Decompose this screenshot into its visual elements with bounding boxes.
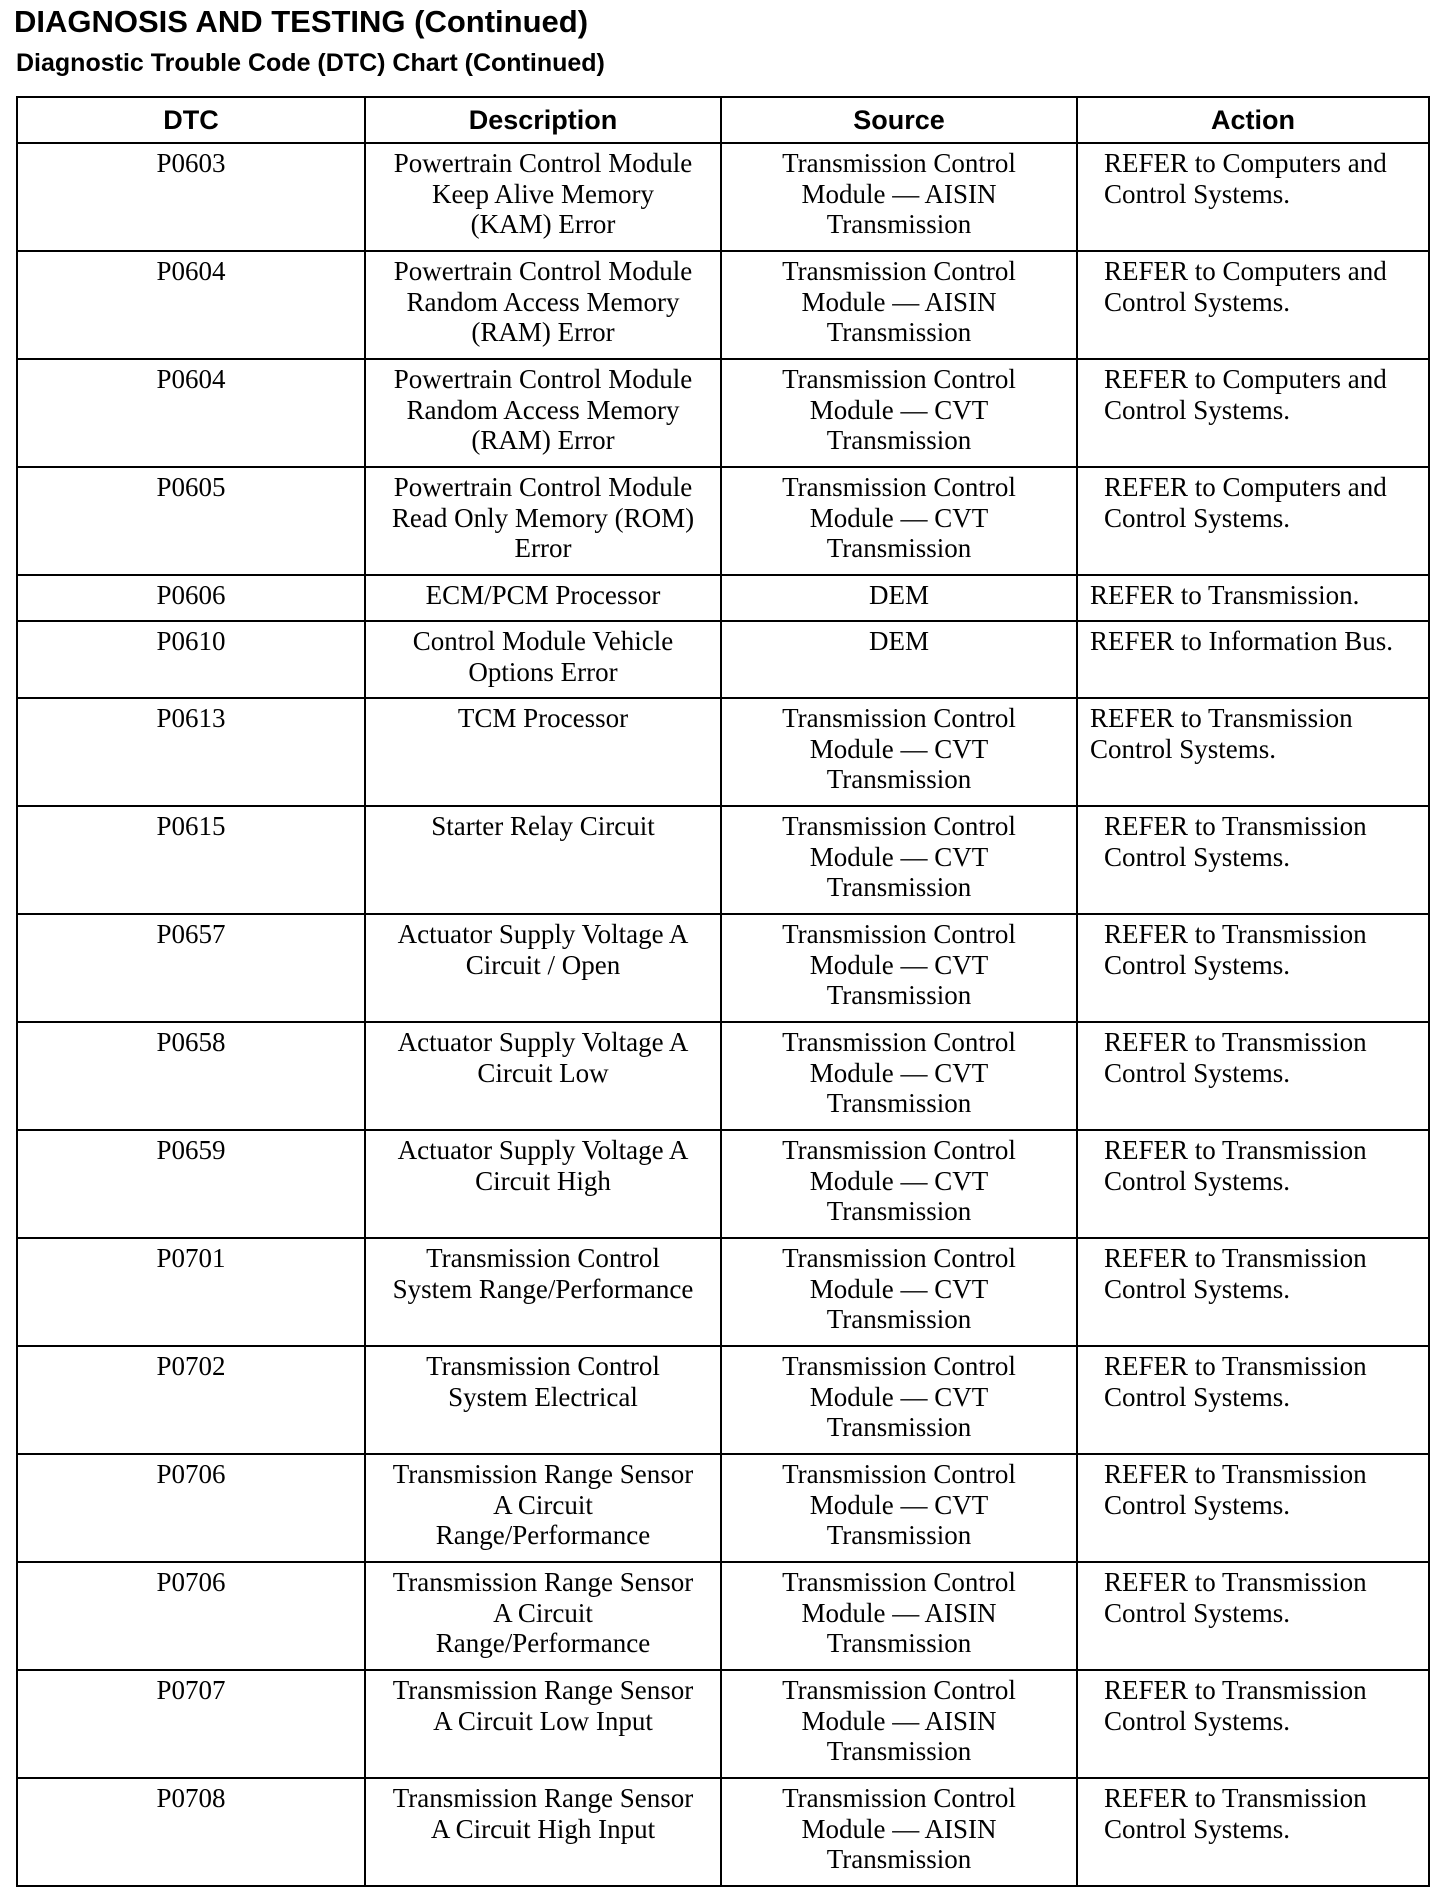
description-text: Actuator Supply Voltage A Circuit High bbox=[397, 1135, 689, 1196]
action-text: REFER to Computers and Control Systems. bbox=[1104, 472, 1387, 533]
table-row bbox=[17, 806, 1429, 914]
source-text: Transmission Control Module — AISIN Transmission bbox=[782, 148, 1016, 239]
source-cell bbox=[721, 1130, 1077, 1238]
description-text: Powertrain Control Module Random Access Memory (RAM) Error bbox=[393, 364, 693, 455]
source-cell bbox=[721, 698, 1077, 806]
source-cell bbox=[721, 806, 1077, 914]
source-cell bbox=[721, 359, 1077, 467]
action-cell bbox=[1077, 575, 1429, 621]
description-cell bbox=[365, 806, 721, 914]
action-text: REFER to Transmission Control Systems. bbox=[1104, 811, 1367, 872]
dtc-code-cell: P0606 bbox=[17, 575, 365, 621]
action-cell bbox=[1077, 251, 1429, 359]
description-text: Transmission Control System Electrical bbox=[426, 1351, 660, 1412]
action-cell bbox=[1077, 359, 1429, 467]
description-cell bbox=[365, 359, 721, 467]
table-row bbox=[17, 359, 1429, 467]
dtc-code-cell: P0613 bbox=[17, 698, 365, 806]
action-text: REFER to Transmission Control Systems. bbox=[1104, 1675, 1367, 1736]
action-cell bbox=[1077, 1130, 1429, 1238]
source-cell bbox=[721, 914, 1077, 1022]
description-text: Powertrain Control Module Random Access Memory (RAM) Error bbox=[393, 256, 693, 347]
description-text: Transmission Range Sensor A Circuit Range/Performance bbox=[392, 1567, 694, 1658]
table-row bbox=[17, 1778, 1429, 1886]
action-text: REFER to Transmission Control Systems. bbox=[1104, 1351, 1367, 1412]
column-header-action: Action bbox=[1077, 97, 1429, 143]
description-cell bbox=[365, 1346, 721, 1454]
action-cell bbox=[1077, 698, 1429, 806]
table-row bbox=[17, 143, 1429, 251]
description-text: Powertrain Control Module Keep Alive Memory (KAM) Error bbox=[393, 148, 693, 239]
action-cell bbox=[1077, 1238, 1429, 1346]
dtc-code-cell: P0603 bbox=[17, 143, 365, 251]
table-row bbox=[17, 1130, 1429, 1238]
dtc-code-cell: P0706 bbox=[17, 1454, 365, 1562]
dtc-code-cell: P0604 bbox=[17, 251, 365, 359]
action-cell bbox=[1077, 1454, 1429, 1562]
description-cell bbox=[365, 1670, 721, 1778]
description-text: ECM/PCM Processor bbox=[425, 580, 661, 610]
source-text: Transmission Control Module — CVT Transmission bbox=[782, 364, 1016, 455]
table-row bbox=[17, 1454, 1429, 1562]
dtc-code-cell: P0702 bbox=[17, 1346, 365, 1454]
dtc-code-cell: P0615 bbox=[17, 806, 365, 914]
description-text: TCM Processor bbox=[457, 703, 629, 733]
source-text: Transmission Control Module — CVT Transmission bbox=[782, 472, 1016, 563]
source-text: Transmission Control Module — CVT Transmission bbox=[782, 919, 1016, 1010]
action-text: REFER to Transmission Control Systems. bbox=[1104, 1243, 1367, 1304]
column-header-source: Source bbox=[721, 97, 1077, 143]
action-text: REFER to Transmission Control Systems. bbox=[1090, 703, 1353, 764]
description-text: Transmission Range Sensor A Circuit Range/Performance bbox=[392, 1459, 694, 1550]
action-cell bbox=[1077, 914, 1429, 1022]
dtc-code-cell: P0605 bbox=[17, 467, 365, 575]
table-row bbox=[17, 1022, 1429, 1130]
action-text: REFER to Transmission Control Systems. bbox=[1104, 919, 1367, 980]
action-cell bbox=[1077, 1022, 1429, 1130]
action-cell bbox=[1077, 621, 1429, 698]
table-row bbox=[17, 1238, 1429, 1346]
source-text: Transmission Control Module — CVT Transmission bbox=[782, 1027, 1016, 1118]
action-text: REFER to Transmission Control Systems. bbox=[1104, 1135, 1367, 1196]
source-cell bbox=[721, 1670, 1077, 1778]
description-text: Transmission Range Sensor A Circuit Low Input bbox=[392, 1675, 694, 1736]
description-cell bbox=[365, 467, 721, 575]
description-text: Starter Relay Circuit bbox=[431, 811, 655, 841]
source-text: Transmission Control Module — CVT Transmission bbox=[782, 811, 1016, 902]
description-cell bbox=[365, 1130, 721, 1238]
source-text: Transmission Control Module — AISIN Transmission bbox=[782, 1675, 1016, 1766]
dtc-code-cell: P0604 bbox=[17, 359, 365, 467]
dtc-code-cell: P0701 bbox=[17, 1238, 365, 1346]
table-row bbox=[17, 1670, 1429, 1778]
action-text: REFER to Information Bus. bbox=[1090, 626, 1393, 656]
source-cell bbox=[721, 1562, 1077, 1670]
action-cell bbox=[1077, 143, 1429, 251]
table-row bbox=[17, 914, 1429, 1022]
table-row bbox=[17, 467, 1429, 575]
table-row bbox=[17, 698, 1429, 806]
source-cell bbox=[721, 467, 1077, 575]
source-text: Transmission Control Module — AISIN Transmission bbox=[782, 256, 1016, 347]
table-row bbox=[17, 575, 1429, 621]
action-text: REFER to Transmission Control Systems. bbox=[1104, 1459, 1367, 1520]
table-header-row bbox=[17, 97, 1429, 143]
action-text: REFER to Transmission. bbox=[1090, 580, 1360, 610]
action-cell bbox=[1077, 1778, 1429, 1886]
source-text: Transmission Control Module — AISIN Transmission bbox=[782, 1567, 1016, 1658]
source-text: DEM bbox=[869, 626, 929, 656]
action-text: REFER to Transmission Control Systems. bbox=[1104, 1027, 1367, 1088]
action-cell bbox=[1077, 1670, 1429, 1778]
dtc-code-cell: P0658 bbox=[17, 1022, 365, 1130]
dtc-code-cell: P0610 bbox=[17, 621, 365, 698]
dtc-code-cell: P0706 bbox=[17, 1562, 365, 1670]
action-cell bbox=[1077, 806, 1429, 914]
description-cell bbox=[365, 1562, 721, 1670]
description-cell bbox=[365, 251, 721, 359]
source-text: Transmission Control Module — CVT Transmission bbox=[782, 1351, 1016, 1442]
description-text: Transmission Control System Range/Performance bbox=[392, 1243, 694, 1304]
action-cell bbox=[1077, 1346, 1429, 1454]
action-text: REFER to Computers and Control Systems. bbox=[1104, 256, 1387, 317]
description-text: Actuator Supply Voltage A Circuit / Open bbox=[397, 919, 689, 980]
table-row bbox=[17, 621, 1429, 698]
page-subtitle: Diagnostic Trouble Code (DTC) Chart (Continued) bbox=[16, 49, 605, 77]
source-cell bbox=[721, 575, 1077, 621]
source-cell bbox=[721, 143, 1077, 251]
description-cell bbox=[365, 575, 721, 621]
source-text: DEM bbox=[869, 580, 929, 610]
description-cell bbox=[365, 698, 721, 806]
action-text: REFER to Computers and Control Systems. bbox=[1104, 148, 1387, 209]
dtc-code-cell: P0657 bbox=[17, 914, 365, 1022]
action-text: REFER to Transmission Control Systems. bbox=[1104, 1783, 1367, 1844]
dtc-code-cell: P0659 bbox=[17, 1130, 365, 1238]
source-cell bbox=[721, 1454, 1077, 1562]
table-row bbox=[17, 1562, 1429, 1670]
description-cell bbox=[365, 1778, 721, 1886]
source-cell bbox=[721, 1022, 1077, 1130]
source-cell bbox=[721, 1346, 1077, 1454]
source-cell bbox=[721, 1238, 1077, 1346]
source-text: Transmission Control Module — CVT Transmission bbox=[782, 1243, 1016, 1334]
description-text: Actuator Supply Voltage A Circuit Low bbox=[397, 1027, 689, 1088]
description-cell bbox=[365, 1022, 721, 1130]
source-text: Transmission Control Module — CVT Transmission bbox=[782, 703, 1016, 794]
dtc-code-cell: P0708 bbox=[17, 1778, 365, 1886]
description-text: Control Module Vehicle Options Error bbox=[412, 626, 674, 687]
action-text: REFER to Computers and Control Systems. bbox=[1104, 364, 1387, 425]
source-cell bbox=[721, 251, 1077, 359]
description-cell bbox=[365, 1238, 721, 1346]
dtc-code-cell: P0707 bbox=[17, 1670, 365, 1778]
page-title: DIAGNOSIS AND TESTING (Continued) bbox=[14, 4, 589, 39]
source-cell bbox=[721, 621, 1077, 698]
description-cell bbox=[365, 143, 721, 251]
source-text: Transmission Control Module — CVT Transmission bbox=[782, 1459, 1016, 1550]
description-cell bbox=[365, 914, 721, 1022]
dtc-chart-table bbox=[16, 96, 1430, 1887]
column-header-dtc: DTC bbox=[17, 97, 365, 143]
action-text: REFER to Transmission Control Systems. bbox=[1104, 1567, 1367, 1628]
action-cell bbox=[1077, 467, 1429, 575]
description-cell bbox=[365, 621, 721, 698]
action-cell bbox=[1077, 1562, 1429, 1670]
description-text: Transmission Range Sensor A Circuit High Input bbox=[392, 1783, 694, 1844]
description-cell bbox=[365, 1454, 721, 1562]
column-header-description: Description bbox=[365, 97, 721, 143]
table-row bbox=[17, 1346, 1429, 1454]
source-cell bbox=[721, 1778, 1077, 1886]
source-text: Transmission Control Module — CVT Transmission bbox=[782, 1135, 1016, 1226]
description-text: Powertrain Control Module Read Only Memory (ROM) Error bbox=[391, 472, 695, 563]
source-text: Transmission Control Module — AISIN Transmission bbox=[782, 1783, 1016, 1874]
table-row bbox=[17, 251, 1429, 359]
